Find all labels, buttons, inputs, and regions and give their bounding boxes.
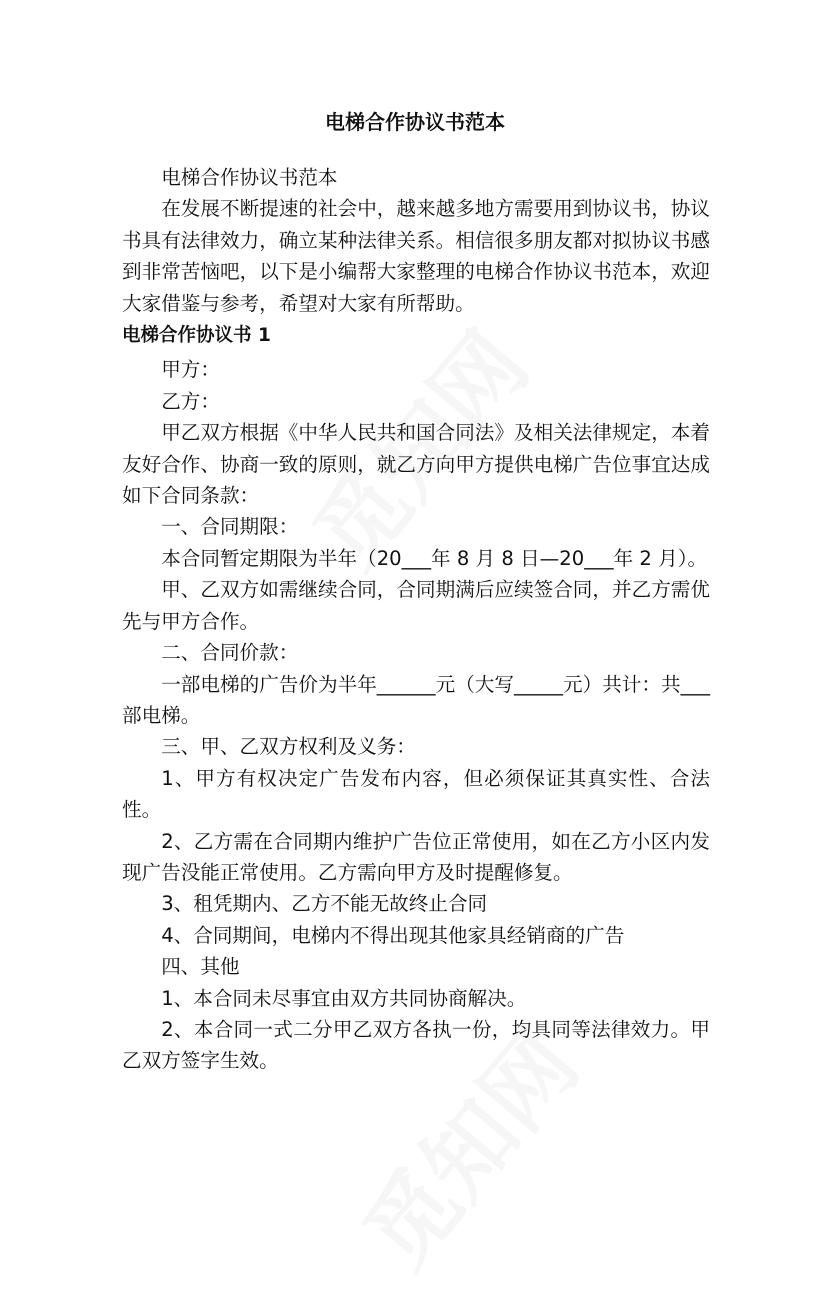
paragraph: 四、其他 — [161, 955, 240, 979]
paragraph: 一部电梯的广告价为半年______元（大写_____元）共计：共___部电梯。 — [122, 672, 710, 727]
paragraph: 1、甲方有权决定广告发布内容，但必须保证其真实性、合法性。 — [122, 766, 710, 822]
paragraph: 甲乙双方根据《中华人民共和国合同法》及相关法律规定，本着友好合作、协商一致的原则，就乙方向甲方提供电梯广告位事宜达成如下合同条款： — [122, 421, 710, 508]
section-heading: 电梯合作协议书 1 — [122, 325, 271, 347]
paragraph: 1、本合同未尽事宜由双方共同协商解决。 — [161, 986, 527, 1010]
paragraph: 甲、乙双方如需继续合同，合同期满后应续签合同，并乙方需优先与甲方合作。 — [122, 578, 710, 633]
paragraph: 甲方： — [161, 358, 220, 382]
paragraph: 2、乙方需在合同期内维护广告位正常使用，如在乙方小区内发现广告没能正常使用。乙方需向甲方及时提醒修复。 — [122, 829, 710, 884]
paragraph: 4、合同期间，电梯内不得出现其他家具经销商的广告 — [161, 923, 625, 947]
intro-subtitle: 电梯合作协议书范本 — [161, 166, 338, 189]
paragraph: 本合同暂定期限为半年（20___年 8 月 8 日—20___年 2 月）。 — [161, 546, 708, 570]
intro-paragraph: 在发展不断提速的社会中，越来越多地方需要用到协议书，协议书具有法律效力，确立某种法律关系。相信很多朋友都对拟协议书感到非常苦恼吧，以下是小编帮大家整理的电梯合作协议书范本，欢迎大家借鉴与参考，希望对大家有所帮助。 — [122, 197, 710, 315]
paragraph: 一、合同期限： — [161, 515, 299, 539]
paragraph: 乙方： — [161, 389, 220, 413]
document-title: 电梯合作协议书范本 — [325, 110, 505, 134]
document-body — [122, 162, 710, 1077]
paragraph: 2、本合同一式二分甲乙双方各执一份，均具同等法律效力。甲乙双方签字生效。 — [122, 1017, 710, 1073]
paragraph: 二、合同价款： — [161, 641, 299, 665]
paragraph: 三、甲、乙双方权利及义务： — [161, 735, 416, 759]
paragraph: 3、租凭期内、乙方不能无故终止合同 — [161, 892, 488, 916]
